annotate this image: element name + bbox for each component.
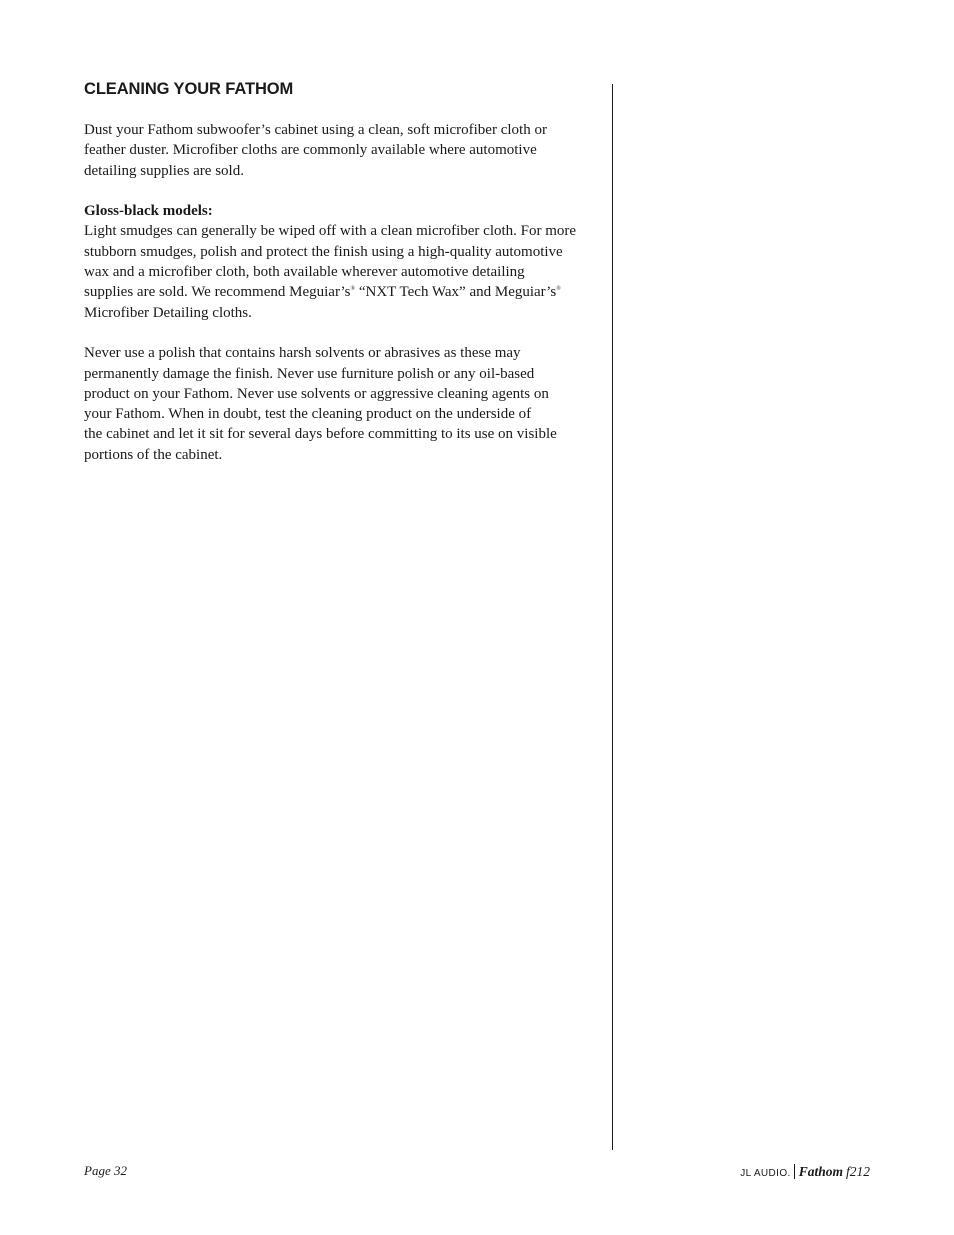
text-line: permanently damage the finish. Never use furniture polish or any oil-based bbox=[84, 365, 535, 382]
text-line: the cabinet and let it sit for several days before committing to its use on visible bbox=[84, 426, 557, 443]
text-line: product on your Fathom. Never use solvents or aggressive cleaning agents on bbox=[84, 385, 549, 402]
text-line: feather duster. Microfiber cloths are commonly available where automotive bbox=[84, 142, 537, 159]
text-line bbox=[84, 282, 600, 302]
brand-separator bbox=[794, 1164, 795, 1179]
column-divider bbox=[612, 84, 613, 1150]
main-column bbox=[84, 78, 600, 485]
section-title: CLEANING YOUR FATHOM bbox=[84, 80, 294, 98]
text-line: Never use a polish that contains harsh solvents or abrasives as these may bbox=[84, 345, 521, 362]
registered-mark: ® bbox=[350, 286, 356, 293]
dusting-paragraph bbox=[84, 120, 600, 181]
text-line: portions of the cabinet. bbox=[84, 446, 223, 463]
text-line: your Fathom. When in doubt, test the cleaning product on the underside of bbox=[84, 406, 532, 423]
text-fragment: “NXT Tech Wax” and Meguiar’s bbox=[355, 284, 557, 301]
text-line: wax and a microfiber cloth, both available wherever automotive detailing bbox=[84, 264, 525, 281]
model-number: f212 bbox=[845, 1164, 870, 1179]
text-line: detailing supplies are sold. bbox=[84, 162, 244, 179]
text-line: Light smudges can generally be wiped off with a clean microfiber cloth. For more bbox=[84, 223, 577, 240]
text-line: Microfiber Detailing cloths. bbox=[84, 304, 252, 321]
gloss-black-paragraph bbox=[84, 201, 600, 323]
gloss-black-subheading: Gloss-black models: bbox=[84, 203, 213, 220]
text-line: Dust your Fathom subwoofer’s cabinet using a clean, soft microfiber cloth or bbox=[84, 122, 547, 138]
registered-mark: ® bbox=[556, 286, 561, 293]
page-number: Page 32 bbox=[84, 1163, 127, 1178]
model-name: Fathom bbox=[798, 1164, 843, 1179]
brand-logo: JL AUDIO. bbox=[740, 1168, 791, 1179]
warning-paragraph bbox=[84, 343, 600, 465]
footer-branding bbox=[740, 1161, 870, 1180]
text-line: stubborn smudges, polish and protect the finish using a high-quality automotive bbox=[84, 243, 563, 260]
text-fragment: supplies are sold. We recommend Meguiar’s bbox=[84, 284, 351, 301]
